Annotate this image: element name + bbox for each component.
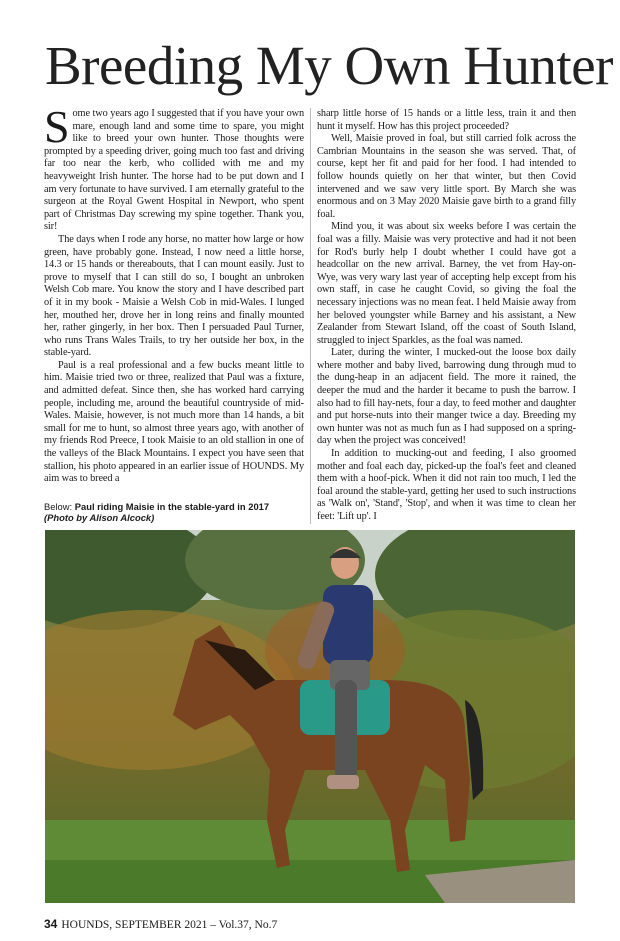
drop-cap: S — [44, 101, 70, 152]
page-number: 34 — [44, 916, 58, 931]
paragraph — [44, 101, 304, 234]
paragraph: Mind you, it was about six weeks before I was certain the foal was a filly. Maisie was very protective and had it not been for Rod's burly help I doubt whether I could have got a headcollar on the new arrival. Barney, the vet from Hay-on-Wye, was very wary last year of accepting help except from his own staff, in case he caught Covid, so giving the foal the necessary injections was no mean feat. I held Maisie away from her beloved youngster while Barney and his assistant, a New Zealander from Stewart Island, off the coast of South Island, struggled to inject Sparkles, as the foal was named. — [317, 221, 576, 346]
article-title: Breeding My Own Hunter — [45, 35, 613, 96]
right-column — [310, 108, 576, 524]
photo-caption — [44, 489, 304, 524]
caption-text: Paul riding Maisie in the stable-yard in 2017 — [74, 500, 270, 512]
paragraph: The days when I rode any horse, no matter how large or how green, have probably gone. Instead, I now need a little horse, 14.3 or 15 hands or thereabouts, that I can mount easily. Just to prove to myself that I can still do so, I bought an unbroken Welsh Cob mare. You know the story and I have described part of it in my book - Maisie a Welsh Cob in mid-Wales. I lunged her, mouthed her, drove her in long reins and finally mounted her, rather gingerly, in her box. Then I persuaded Paul Turner, who runs Trans Wales Trails, to try her outside her box, in the stable-yard. — [44, 233, 304, 359]
paragraph: Well, Maisie proved in foal, but still carried folk across the Cambrian Mountains in the season she was served. That, of course, kept her fit and paid for her food. I had intended to follow hounds quietly on her that winter, but then Covid intervened and we saw very little sport. By March she was enormous and on 3 May 2020 Maisie gave birth to a grand filly foal. — [317, 133, 576, 220]
publication-info: HOUNDS, SEPTEMBER 2021 – Vol.37, No.7 — [61, 918, 278, 931]
paragraph: Paul is a real professional and a few bucks meant little to him. Maisie tried two or three, realized that Paul was a fixture, and admitted defeat. Since then, she has worked hard carrying people, including me, around the beautiful countryside of mid-Wales. Maisie, however, is not much more than 14 hands, a bit small for me to hunt, so almost three years ago, with another of my friends Rod Preece, I took Maisie to an old stallion in one of the valleys of the Black Mountains. I expect you have seen that stallion, his photo appeared in an earlier issue of HOUNDS. My aim was to breed a — [44, 359, 304, 485]
photo-credit: (Photo by Alison Alcock) — [44, 512, 155, 524]
article-body — [44, 101, 576, 941]
left-column — [44, 101, 310, 524]
page-footer — [44, 917, 576, 941]
paragraph: Later, during the winter, I mucked-out the loose box daily where mother and baby lived, barrowing dung through mud to the dung-heap in an adjacent field. The more it rained, the deeper the mud and the harder it became to push the barrow. I also had to fill hay-nets, four a day, to feed mother and daughter and put horse-nuts into their manger twice a day. Breeding my own hunter was not as much fun as I had supposed on a spring-day when the project was conceived! — [317, 347, 576, 447]
caption-lead: Below: — [44, 500, 73, 512]
paragraph: sharp little horse of 15 hands or a little less, train it and then hunt it myself. How has this project proceeded? — [317, 108, 576, 132]
photo-rider-on-horse — [45, 530, 575, 903]
paragraph-text: ome two years ago I suggested that if you have your own mare, enough land and some time to spare, you might like to breed your own hunter. Those thoughts were prompted by a speeding driver, going much too fast and driving far too near the kerb, who collided with me and my heavyweight Irish hunter. The horse had to be put down and I am very fortunate to have survived. I am eternally grateful to the surgeon at the Royal Gwent Hospital in Newport, who spent part of Christmas Day screwing my spine together. Thank you, sir! — [44, 108, 304, 233]
paragraph: In addition to mucking-out and feeding, I also groomed mother and foal each day, picked-up the foal's feet and cleaned them with a hoof-pick. When it did not rain too much, I led the foal around the stable-yard, getting her used to such instructions as 'Walk on', 'Stand', 'Stop', and when it was time to clean her feet: 'Lift up'. I — [317, 448, 576, 522]
text-columns — [44, 101, 576, 524]
